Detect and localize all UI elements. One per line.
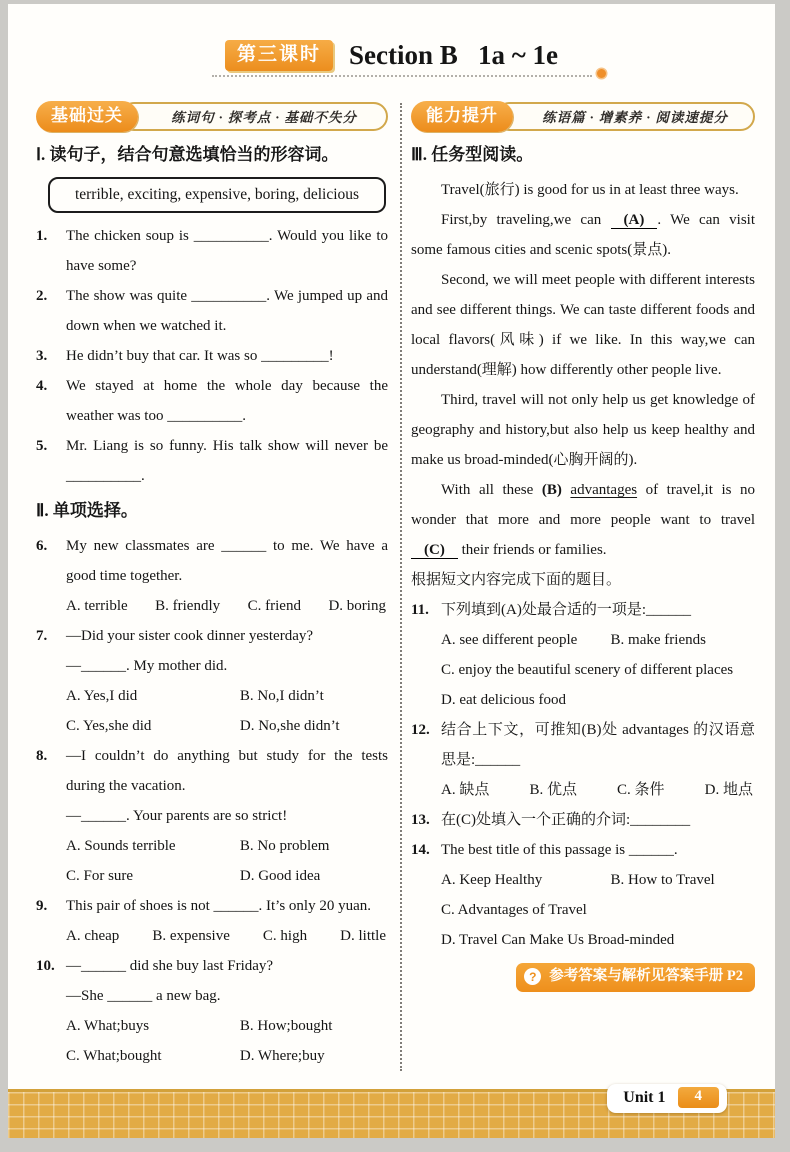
question-number: 2. — [36, 288, 48, 304]
title-underline — [212, 73, 592, 77]
option-c: C. For sure — [66, 868, 134, 884]
options-row — [66, 681, 388, 741]
question-text: The best title of this passage is ______. — [441, 842, 678, 858]
page-number-badge: 4 — [678, 1087, 720, 1108]
question-number: 5. — [36, 438, 48, 454]
passage-text: their friends or families. — [457, 542, 607, 558]
passage-paragraph — [411, 475, 755, 565]
option-d: D. Good idea — [239, 868, 321, 884]
option-d: D. Travel Can Make Us Broad-minded — [441, 932, 675, 948]
advantages-underlined-word: advantages — [570, 482, 638, 498]
options-row — [66, 921, 388, 951]
footer-strip — [8, 1089, 775, 1138]
question-text: The show was quite __________. We jumped up and down when we watched it. — [66, 288, 388, 334]
question-text: —______. Your parents are so strict! — [66, 808, 288, 824]
question-text: 结合上下文，可推知(B)处 advantages 的汉语意思是:______ — [441, 722, 755, 768]
right-column — [411, 101, 755, 1071]
passage-paragraph — [411, 205, 755, 265]
instruction-line: 根据短文内容完成下面的题目。 — [411, 572, 622, 588]
question-2 — [36, 281, 388, 341]
option-b: B. expensive — [152, 928, 230, 944]
left-section-header — [36, 101, 388, 131]
column-divider — [400, 103, 402, 1071]
question-3 — [36, 341, 388, 371]
passage-text: With all these — [441, 482, 542, 498]
option-a: A. Yes,I did — [66, 688, 138, 704]
option-a: A. terrible — [66, 598, 128, 614]
passage-paragraph: Travel(旅行) is good for us in at least three ways. — [441, 182, 739, 198]
option-a: A. Keep Healthy — [441, 872, 543, 888]
option-c: C. What;bought — [66, 1048, 162, 1064]
option-a: A. Sounds terrible — [66, 838, 176, 854]
answer-reference-label: 参考答案与解析见答案手册 P2 — [549, 968, 743, 985]
passage-paragraph: Third, travel will not only help us get knowledge of geography and history,but also help us keep healthy and make us broad-minded(心胸开阔的). — [411, 392, 755, 468]
question-13 — [411, 805, 755, 835]
question-number: 9. — [36, 898, 48, 914]
options-row — [441, 865, 755, 895]
question-text: Mr. Liang is so funny. His talk show will never be __________. — [66, 438, 388, 484]
question-text: —I couldn’t do anything but study for the tests during the vacation. — [66, 748, 388, 794]
options-row — [66, 1011, 388, 1071]
left-section-badge: 基础过关 — [36, 101, 138, 132]
right-section-badge: 能力提升 — [411, 101, 513, 132]
passage-text: . We can visit some famous cities and scenic spots(景点). — [411, 212, 755, 258]
title-end-dot-icon — [597, 69, 606, 78]
question-12 — [411, 715, 755, 805]
question-number: 14. — [411, 842, 430, 858]
question-number: 8. — [36, 748, 48, 764]
lesson-badge: 第三课时 — [225, 40, 333, 71]
option-d: D. little — [340, 928, 386, 944]
question-text: The chicken soup is __________. Would you like to have some? — [66, 228, 388, 274]
blank-b-label: (B) — [541, 482, 562, 498]
passage-text: First,by traveling,we can — [441, 212, 611, 228]
question-text: He didn’t buy that car. It was so _________! — [66, 348, 334, 364]
option-d: D. eat delicious food — [441, 692, 566, 708]
section3-heading: Ⅲ. 任务型阅读。 — [411, 145, 534, 164]
question-text: —Did your sister cook dinner yesterday? — [66, 628, 314, 644]
word-bank-box: terrible, exciting, expensive, boring, delicious — [48, 177, 386, 213]
blank-c-label: (C) — [411, 542, 458, 559]
option-b: B. No,I didn’t — [239, 688, 324, 704]
left-tagline: 练词句 · 探考点 · 基础不失分 — [171, 110, 357, 125]
option-b: B. No problem — [239, 838, 330, 854]
passage-text: of travel,it is no wonder that more and more people want to travel — [411, 482, 755, 528]
option-c: C. Yes,she did — [66, 718, 152, 734]
question-4 — [36, 371, 388, 431]
question-text: —______. My mother did. — [66, 658, 228, 674]
option-c: C. enjoy the beautiful scenery of different places — [441, 662, 734, 678]
right-section-header — [411, 101, 755, 131]
question-text: —______ did she buy last Friday? — [66, 958, 274, 974]
question-7 — [36, 621, 388, 741]
question-number: 1. — [36, 228, 48, 244]
option-a: A. What;buys — [66, 1018, 150, 1034]
question-number: 10. — [36, 958, 55, 974]
option-b: B. 优点 — [529, 782, 577, 798]
question-text: —She ______ a new bag. — [66, 988, 221, 1004]
question-number: 6. — [36, 538, 48, 554]
option-d: D. boring — [328, 598, 386, 614]
option-b: B. How to Travel — [610, 872, 715, 888]
option-a: A. see different people — [441, 632, 578, 648]
answer-reference-badge — [516, 963, 755, 992]
question-5 — [36, 431, 388, 491]
question-mark-icon: ? — [524, 968, 541, 985]
option-c: C. 条件 — [617, 782, 665, 798]
option-b: B. friendly — [155, 598, 221, 614]
workbook-page — [8, 4, 775, 1138]
reading-passage — [411, 175, 755, 565]
question-8 — [36, 741, 388, 891]
option-d: D. No,she didn’t — [239, 718, 340, 734]
option-c: C. high — [262, 928, 308, 944]
question-text: This pair of shoes is not ______. It’s only 20 yuan. — [66, 898, 371, 914]
question-number: 7. — [36, 628, 48, 644]
option-b: B. How;bought — [239, 1018, 333, 1034]
option-c: C. Advantages of Travel — [441, 902, 587, 918]
question-11 — [411, 595, 755, 715]
question-number: 12. — [411, 722, 430, 738]
options-row — [441, 625, 755, 655]
options-row — [441, 775, 755, 805]
question-14 — [411, 835, 755, 955]
question-number: 4. — [36, 378, 48, 394]
unit-tab — [607, 1084, 727, 1113]
question-number: 11. — [411, 602, 429, 618]
question-text: 在(C)处填入一个正确的介词:________ — [441, 812, 691, 828]
passage-paragraph: Second, we will meet people with different interests and see different things. We can taste different foods and local flavors(风味) if we like. In this way,we can understand(理解) how differently other people live. — [411, 272, 755, 378]
section2-heading: Ⅱ. 单项选择。 — [36, 501, 138, 520]
options-row — [66, 831, 388, 891]
question-number: 3. — [36, 348, 48, 364]
right-tagline-box — [495, 102, 755, 131]
option-d: D. Where;buy — [239, 1048, 325, 1064]
question-9 — [36, 891, 388, 951]
question-text: We stayed at home the whole day because the weather was too __________. — [66, 378, 388, 424]
question-6 — [36, 531, 388, 621]
page-header — [8, 4, 775, 77]
two-column-layout — [8, 77, 775, 1071]
question-1 — [36, 221, 388, 281]
section1-heading: Ⅰ. 读句子，结合句意选填恰当的形容词。 — [36, 145, 339, 164]
option-c: C. friend — [247, 598, 301, 614]
question-text: My new classmates are ______ to me. We have a good time together. — [66, 538, 388, 584]
question-10 — [36, 951, 388, 1071]
unit-label: Unit 1 — [623, 1088, 666, 1106]
page-title: Section B 1a ~ 1e — [348, 40, 559, 70]
option-a: A. 缺点 — [441, 782, 490, 798]
blank-a-label: (A) — [611, 212, 658, 229]
right-tagline: 练语篇 · 增素养 · 阅读速提分 — [542, 110, 728, 125]
left-column — [36, 101, 388, 1071]
options-row — [66, 591, 388, 621]
question-text: 下列填到(A)处最合适的一项是:______ — [441, 602, 691, 618]
option-b: B. make friends — [610, 632, 706, 648]
left-tagline-box — [120, 102, 388, 131]
question-number: 13. — [411, 812, 430, 828]
option-a: A. cheap — [66, 928, 120, 944]
option-d: D. 地点 — [704, 782, 753, 798]
